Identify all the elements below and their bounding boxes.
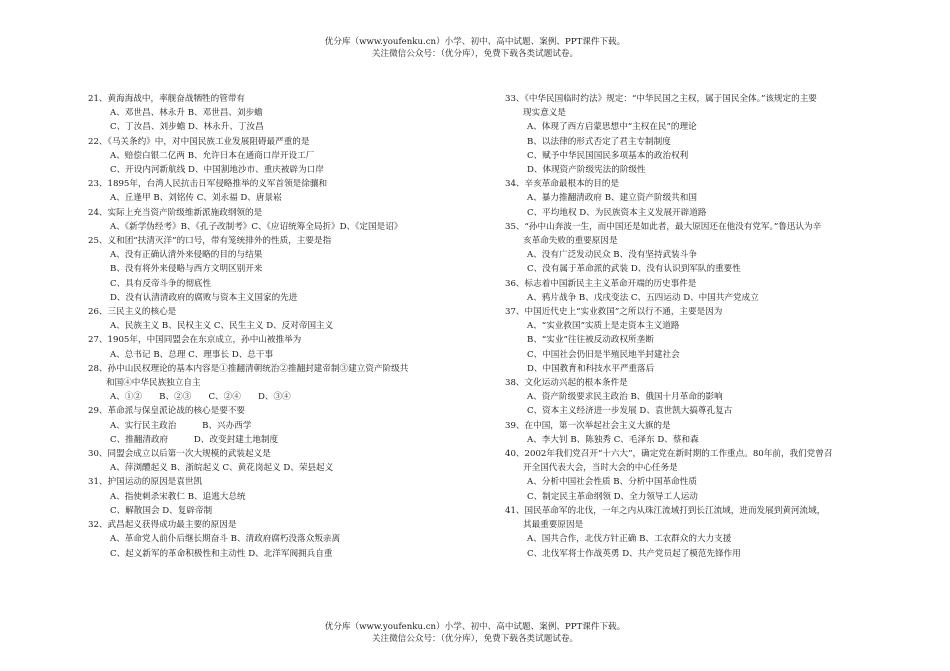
- answer-options: A、革命党人前仆后继长期奋斗 B、清政府腐朽没落众叛亲离: [110, 534, 341, 545]
- answer-options: A、分析中国社会性质 B、分析中国革命性质: [527, 477, 697, 488]
- question-stem: 32、武昌起义获得成功最主要的原因是: [88, 520, 237, 531]
- question-stem-continued: 现实意义是: [523, 108, 566, 119]
- answer-options: A、民族主义 B、民权主义 C、民生主义 D、反对帝国主义: [110, 321, 334, 332]
- answer-options: A、没有正确认清外来侵略的目的与结果: [110, 250, 263, 261]
- question-stem: 41、国民革命军的北伐，一年之内从珠江流域打到长江流域，进而发展到黄河流域，: [505, 505, 826, 516]
- question-stem: 24、实际上充当资产阶级维新派施政纲领的是: [88, 207, 263, 218]
- question-stem: 27、1905年，中国同盟会在东京成立，孙中山被推举为: [88, 335, 302, 346]
- question-stem: 25、义和团“扶清灭洋”的口号，带有笼统排外的性质，主要是指: [88, 236, 332, 247]
- answer-options: B、以法律的形式否定了君主专制制度: [527, 136, 671, 147]
- answer-options: A、体现了西方启蒙思想中“主权在民”的理论: [527, 122, 697, 133]
- question-stem: 31、护国运动的原因是袁世凯: [88, 477, 203, 488]
- question-stem: 21、黄海海战中，率舰奋战牺牲的管带有: [88, 94, 246, 104]
- question-stem: 34、辛亥革命最根本的目的是: [505, 179, 620, 190]
- page-footer-line-2: 关注微信公众号：（优分库），免费下载各类试题试卷。: [371, 634, 579, 644]
- question-stem: 22、《马关条约》中，对中国民族工业发展阻碍最严重的是: [88, 136, 310, 147]
- answer-options: C、开设内河新航线 D、中国割地沙市、重庆被辟为口岸: [110, 165, 324, 176]
- question-stem-continued: 和国④中华民族独立自主: [106, 378, 201, 389]
- answer-options: C、制定民主革命纲领 D、全力领导工人运动: [527, 491, 698, 502]
- answer-options: C、具有反帝斗争的彻底性: [110, 278, 212, 289]
- question-stem: 33、《中华民国临时约法》规定：“中华民国之主权，属于国民全体。”该规定的主要: [505, 94, 817, 104]
- question-stem: 28、孙中山民权理论的基本内容是①推翻清朝统治②推翻封建帝制③建立资产阶级共: [88, 363, 409, 374]
- answer-options: A、资产阶级要求民主政治 B、俄国十月革命的影响: [527, 392, 723, 403]
- answer-options: A、李大钊 B、陈独秀 C、毛泽东 D、蔡和森: [527, 434, 699, 445]
- answer-options: C、解散国会 D、复辟帝制: [110, 505, 213, 516]
- answer-options: C、中国社会仍旧是半殖民地半封建社会: [527, 349, 680, 360]
- answer-options: C、平均地权 D、为民族资本主义发展开辟道路: [527, 207, 707, 218]
- question-stem: 38、文化运动兴起的根本条件是: [505, 378, 628, 389]
- answer-options: A、实行民主政治 B、兴办西学: [110, 420, 252, 431]
- page-header-line-1: 优分库（www.youfenku.cn）小学、初中、高中试题、案例、PPT课件下载。: [324, 37, 626, 47]
- answer-options: D、中国教育和科技水平严重落后: [527, 363, 655, 374]
- answer-options: C、推翻清政府 D、改变封建土地制度: [110, 434, 279, 445]
- page-footer-line-1: 优分库（www.youfenku.cn）小学、初中、高中试题、案例、PPT课件下载。: [324, 622, 626, 632]
- question-stem: 35、“孙中山奔波一生，而中国还是如此者，最大原因还在他没有党军。”鲁迅认为辛: [505, 221, 822, 232]
- question-stem-continued: 开全国代表大会，当时大会的中心任务是: [523, 463, 678, 474]
- answer-options: A、没有广泛发动民众 B、没有坚持武装斗争: [527, 250, 697, 261]
- answer-options: A、暴力推翻清政府 B、建立资产阶级共和国: [527, 193, 697, 204]
- question-stem: 40、2002年我们党召开“十六大”，确定党在新时期的工作重点。80年前，我们党曾召: [505, 449, 833, 460]
- question-stem: 30、同盟会成立以后第一次大规模的武装起义是: [88, 449, 271, 460]
- answer-options: C、丁汝昌、刘步蟾 D、林永升、丁汝昌: [110, 122, 264, 133]
- question-stem: 37、中国近代史上“实业救国”之所以行不通，主要是因为: [505, 307, 723, 318]
- answer-options: A、《新学伪经考》B、《孔子改制考》C、《应诏统筹全局折》D、《定国是诏》: [110, 221, 403, 232]
- answer-options: A、邓世昌、林永升 B、邓世昌、刘步蟾: [110, 108, 263, 119]
- left-column: [88, 92, 473, 561]
- answer-options: C、没有属于革命派的武装 D、没有认识到军队的重要性: [527, 264, 741, 275]
- question-stem: 29、革命派与保皇派论战的核心是要不要: [88, 406, 246, 417]
- question-stem-continued: 亥革命失败的重要原因是: [523, 236, 618, 247]
- question-stem: 26、三民主义的核心是: [88, 307, 177, 318]
- answer-options: A、“实业救国”实质上是走资本主义道路: [527, 321, 680, 332]
- answer-options: A、①② B、②③ C、②④ D、③④: [110, 392, 291, 403]
- answer-options: A、赔偿白银二亿两 B、允许日本在通商口岸开设工厂: [110, 150, 315, 161]
- answer-options: C、北伐军将士作战英勇 D、共产党员起了模范先锋作用: [527, 548, 741, 559]
- answer-options: A、丘逢甲 B、刘铭传 C、刘永福 D、唐景崧: [110, 193, 282, 204]
- answer-options: D、体现资产阶级宪法的阶级性: [527, 165, 646, 176]
- answer-options: A、指使刺杀宋教仁 B、追逃大总统: [110, 491, 246, 502]
- right-column: [505, 92, 890, 561]
- answer-options: C、赋予中华民国国民多项基本的政治权利: [527, 150, 689, 161]
- answer-options: A、国共合作，北伐方针正确 B、工农群众的大力支援: [527, 534, 732, 545]
- question-stem: 36、标志着中国新民主主义革命开端的历史事件是: [505, 278, 697, 289]
- answer-options: B、“实业”往往被反动政权所垄断: [527, 335, 654, 346]
- answer-options: D、没有认清清政府的腐败与资本主义国家的先进: [110, 292, 298, 303]
- answer-options: A、总书记 B、总理 C、理事长 D、总干事: [110, 349, 274, 360]
- page-header-line-2: 关注微信公众号：（优分库），免费下载各类试题试卷。: [371, 49, 579, 59]
- answer-options: C、资本主义经济进一步发展 D、袁世凯大搞尊孔复古: [527, 406, 733, 417]
- question-stem: 39、在中国，第一次举起社会主义大旗的是: [505, 420, 671, 431]
- question-stem: 23、1895年，台湾人民抗击日军侵略推举的义军首领是徐骧和: [88, 179, 328, 190]
- answer-options: A、鸦片战争 B、戊戌变法 C、五四运动 D、中国共产党成立: [527, 292, 759, 303]
- answer-options: B、没有将外来侵略与西方文明区别开来: [110, 264, 263, 275]
- question-stem-continued: 其最重要原因是: [523, 520, 584, 531]
- answer-options: C、起义新军的革命积极性和主动性 D、北洋军阀拥兵自重: [110, 548, 333, 559]
- answer-options: A、萍浏醴起义 B、浙皖起义 C、黄花岗起义 D、荣县起义: [110, 463, 334, 474]
